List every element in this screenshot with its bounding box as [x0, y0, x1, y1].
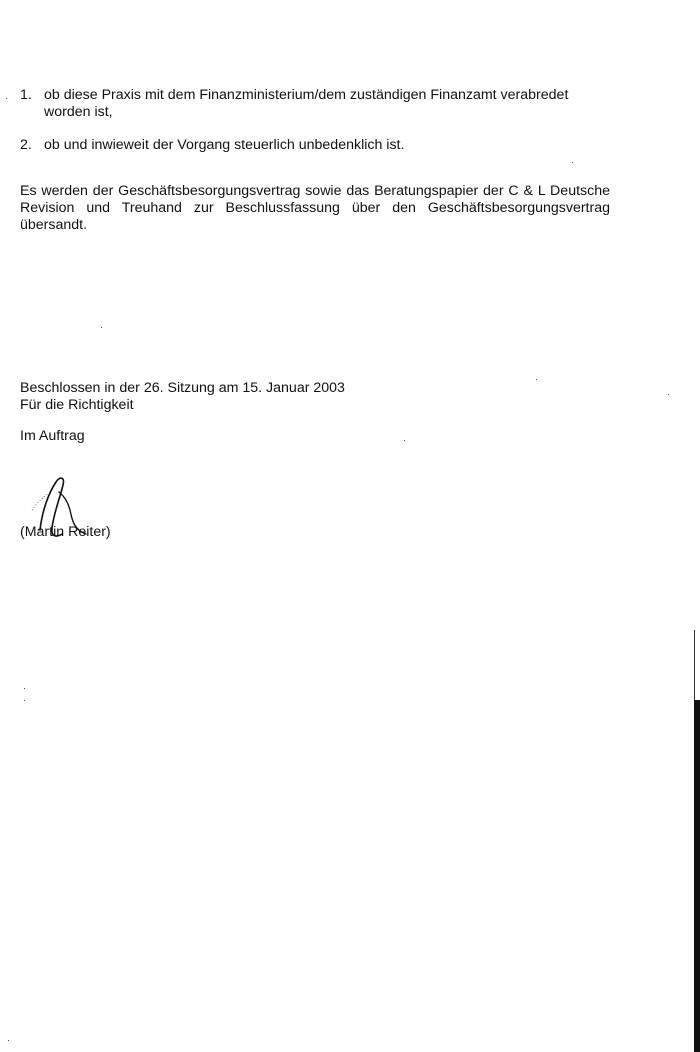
on-behalf-line: Im Auftrag: [20, 428, 85, 444]
scan-edge-shadow: [694, 700, 700, 1052]
scan-speck: [101, 327, 102, 328]
scan-speck: [6, 98, 7, 99]
correctness-line: Für die Richtigkeit: [20, 397, 134, 413]
scan-speck: [404, 440, 405, 441]
body-paragraph: Es werden der Geschäftsbesorgungsvertrag sowie das Beratungspapier der C & L Deutsche Revision und Treuhand zur Beschlussfassung über den Geschäftsbesorgungsvertrag übersandt.: [20, 183, 610, 233]
scan-speck: [668, 394, 669, 395]
scan-speck: [24, 688, 25, 689]
scan-speck: [24, 700, 25, 701]
list-item-text: ob und inwieweit der Vorgang steuerlich unbedenklich ist.: [44, 137, 405, 153]
list-item-number: 1.: [20, 87, 32, 103]
scan-speck: [536, 379, 537, 380]
scan-speck: [8, 1040, 9, 1041]
scan-edge-line: [694, 630, 695, 710]
list-item-text: ob diese Praxis mit dem Finanzministerium/dem zuständigen Finanzamt verabredet worden ist,: [44, 87, 569, 120]
signatory-name: (Martin Reiter): [20, 524, 111, 540]
resolution-line: Beschlossen in der 26. Sitzung am 15. Januar 2003: [20, 380, 345, 396]
scan-speck: [572, 162, 573, 163]
list-item-number: 2.: [20, 137, 32, 153]
